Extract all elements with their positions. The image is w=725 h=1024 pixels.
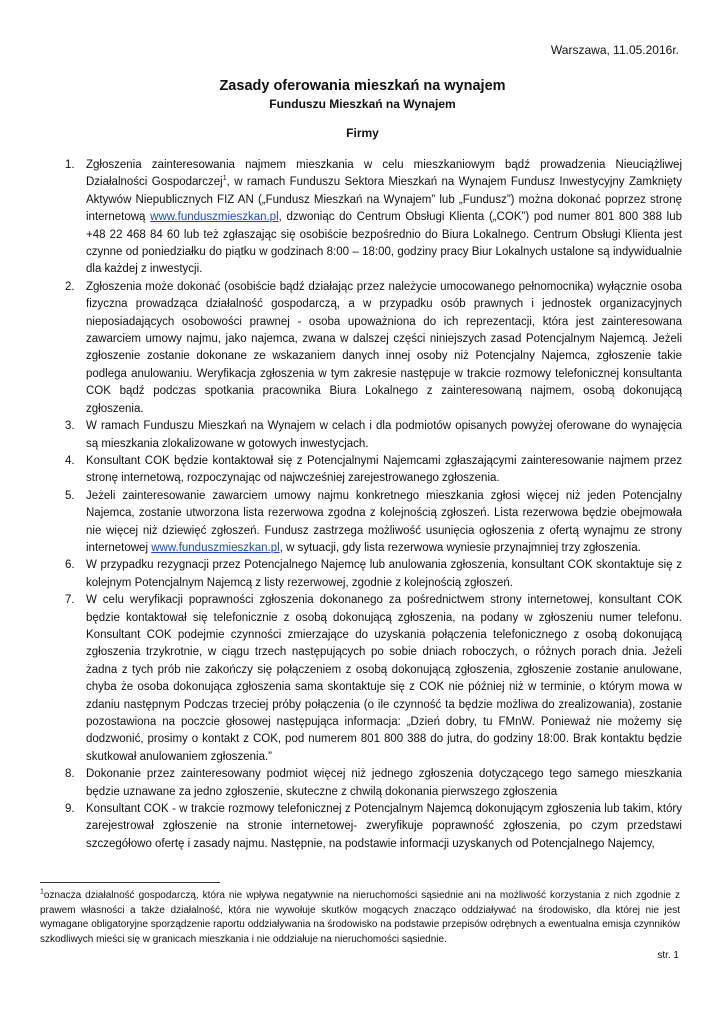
list-item [48,488,682,558]
item-text: W celu weryfikacji poprawności zgłoszenia dokonanego za pośrednictwem strony internetowej, konsultant COK będzie kontaktował się telefonicznie z osobą dokonującą zgłoszenia, na podany w zgłoszeniu numer telefonu. Konsultant COK podejmie czynności zmierzające do uzyskania połączenia telefonicznego z osobą dokonującą zgłoszenia trzykrotnie, w ciągu trzech następujących po sobie dniach roboczych, o różnych porach dnia. Jeżeli żadna z tych prób nie zakończy się połączeniem z osobą dokonującą zgłoszenia, zgłoszenie zostanie anulowane, chyba że osoba dokonująca zgłoszenia sama skontaktuje się z COK nie później niż w terminie, o którym mowa w zdaniu następnym Podczas trzeciej próby połączenia (o ile czynność ta będzie możliwa do zrealizowania), zostanie pozostawiona na poczcie głosowej następująca informacja: „Dzień dobry, tu FMnW. Ponieważ nie możemy się dodzwonić, prosimy o kontakt z COK, pod numerem 801 800 388 do jutra, do godziny 18:00. Brak kontaktu będzie skutkował anulowaniem zgłoszenia.” [86,594,682,763]
website-link[interactable]: www.funduszmieszkan.pl [150,211,279,224]
item-number: 8. [65,768,75,781]
item-text: W ramach Funduszu Mieszkań na Wynajem w celach i dla podmiotów opisanych powyżej oferowane do wynajęcia są mieszkania zlokalizowane w gotowych inwestycjach. [86,420,682,450]
item-text: Konsultant COK będzie kontaktował się z Potencjalnymi Najemcami zgłaszającymi zainteresowanie najmem przez stronę internetową, rozpoczynając od najwcześniej zarejestrowanego zgłoszenia. [86,454,682,485]
website-link[interactable]: www.funduszmieszkan.pl [151,541,280,554]
page-number: str. 1 [657,950,679,961]
item-text: Zgłoszenia zainteresowania najmem mieszkania w celu mieszkaniowym bądź prowadzenia Nieuciążliwej Działalności Gospodarczej [86,159,682,189]
footnote-ref[interactable]: 1 [222,175,227,183]
item-number: 1. [65,159,75,171]
list-item [48,453,682,488]
footnote-mark: 1 [40,888,44,896]
item-number: 3. [65,420,75,433]
item-number: 6. [65,559,75,572]
list-item [48,766,682,801]
item-text: Jeżeli zainteresowanie zawarciem umowy najmu konkretnego mieszkania zgłosi więcej niż jeden Potencjalny Najemca, zostanie utworzona lista rezerwowa zgodna z kolejnością zgłoszeń. Lista rezerwowa będzie obejmowała nie więcej niż dziewięć zgłoszeń. Fundusz zastrzega możliwość usunięcia ogłoszenia z ofertą wynajmu ze strony internetowej [86,489,682,554]
rules-list [48,157,682,853]
item-number: 7. [65,594,75,607]
document-date: Warszawa, 11.05.2016r. [550,43,679,57]
footnote-text: oznacza działalność gospodarczą, która nie wpływa negatywnie na nieruchomości sąsiednie ani na możliwość korzystania z nich zgodnie z prawem własności a także działalność, która nie wywołuje skutków mogących znacząco oddziaływać na środowisko, dla której nie jest wymagane obligatoryjne sporządzenie raportu oddziaływania na środowisko na podstawie przepisów odrębnych a ewentualna emisja czynników szkodliwych mieści się w granicach mieszkania i nie oddziałuje na nieruchomości sąsiednie. [40,890,680,946]
item-number: 5. [65,489,75,502]
list-item [48,279,682,418]
item-number: 2. [65,280,75,293]
item-text: W przypadku rezygnacji przez Potencjalnego Najemcę lub anulowania zgłoszenia, konsultant COK skontaktuje się z kolejnym Potencjalnym Najemcą z listy rezerwowej, zgodnie z kolejnością zgłoszeń. [86,559,682,589]
item-text: , dzwoniąc do Centrum Obsługi Klienta („COK”) pod numer 801 800 388 lub +48 22 468 84 60 lub też zgłaszając się osobiście bezpośrednio do Biura Lokalnego. Centrum Obsługi Klienta jest czynne od poniedziałku do piątku w godzinach 8:00 – 18:00, godziny pracy Biur Lokalnych ustalone są indywidualnie dla każdej z inwestycji. [86,211,683,276]
list-item [48,801,682,853]
list-item [48,157,682,279]
document-title: Zasady oferowania mieszkań na wynajem [219,78,506,94]
footnote [40,889,680,948]
item-number: 4. [65,454,75,467]
item-number: 9. [65,803,75,816]
document-body [48,157,682,853]
document-subtitle: Funduszu Mieszkań na Wynajem [269,97,456,111]
section-heading: Firmy [346,126,379,140]
item-text: , w sytuacji, gdy lista rezerwowa wyniesie przynajmniej trzy zgłoszenia. [279,541,641,554]
list-item [48,557,682,592]
item-text: , w ramach Funduszu Sektora Mieszkań na Wynajem Fundusz Inwestycyjny Zamknięty Aktywów Niepublicznych FIZ AN („Fundusz Mieszkań na Wynajem” lub „Fundusz”) można dokonać poprzez stronę internetową [86,176,682,224]
item-text: Zgłoszenia może dokonać (osobiście bądź działając przez należycie umocowanego pełnomocnika) wyłącznie osoba fizyczna prowadząca działalność gospodarczą, a w przypadku osób prawnych i jednostek organizacyjnych nieposiadających osobowości prawnej - osoba upoważniona do ich reprezentacji, która jest zainteresowana zawarciem umowy najmu, jako najemca, zwana w dalszej części niniejszych zasad Potencjalnym Najemcą. Jeżeli zgłoszenie zostanie dokonane ze wskazaniem danych innej osoby niż Potencjalny Najemca, zgłoszenie takie podlega anulowaniu. Weryfikacja zgłoszenia w tym zakresie następuje w trakcie rozmowy telefonicznej konsultanta COK bądź podczas spotkania pracownika Biura Lokalnego z zainteresowaną najmem, osobą dokonującą zgłoszenia. [86,280,682,415]
item-text: Dokonanie przez zainteresowany podmiot więcej niż jednego zgłoszenia dotyczącego tego samego mieszkania będzie uznawane za jedno zgłoszenie, skuteczne z chwilą dokonania pierwszego zgłoszenia [86,768,682,798]
item-text: Konsultant COK - w trakcie rozmowy telefonicznej z Potencjalnym Najemcą dokonującym zgłoszenia lub takim, który zarejestrował zgłoszenie na stronie internetowej- zweryfikuje poprawność zgłoszenia, po czym przedstawi szczegółowo ofertę i zasady najmu. Następnie, na podstawie informacji uzyskanych od Potencjalnego Najemcy, [86,803,682,850]
list-item [48,418,682,453]
footnote-divider [40,882,220,883]
list-item [48,592,682,766]
